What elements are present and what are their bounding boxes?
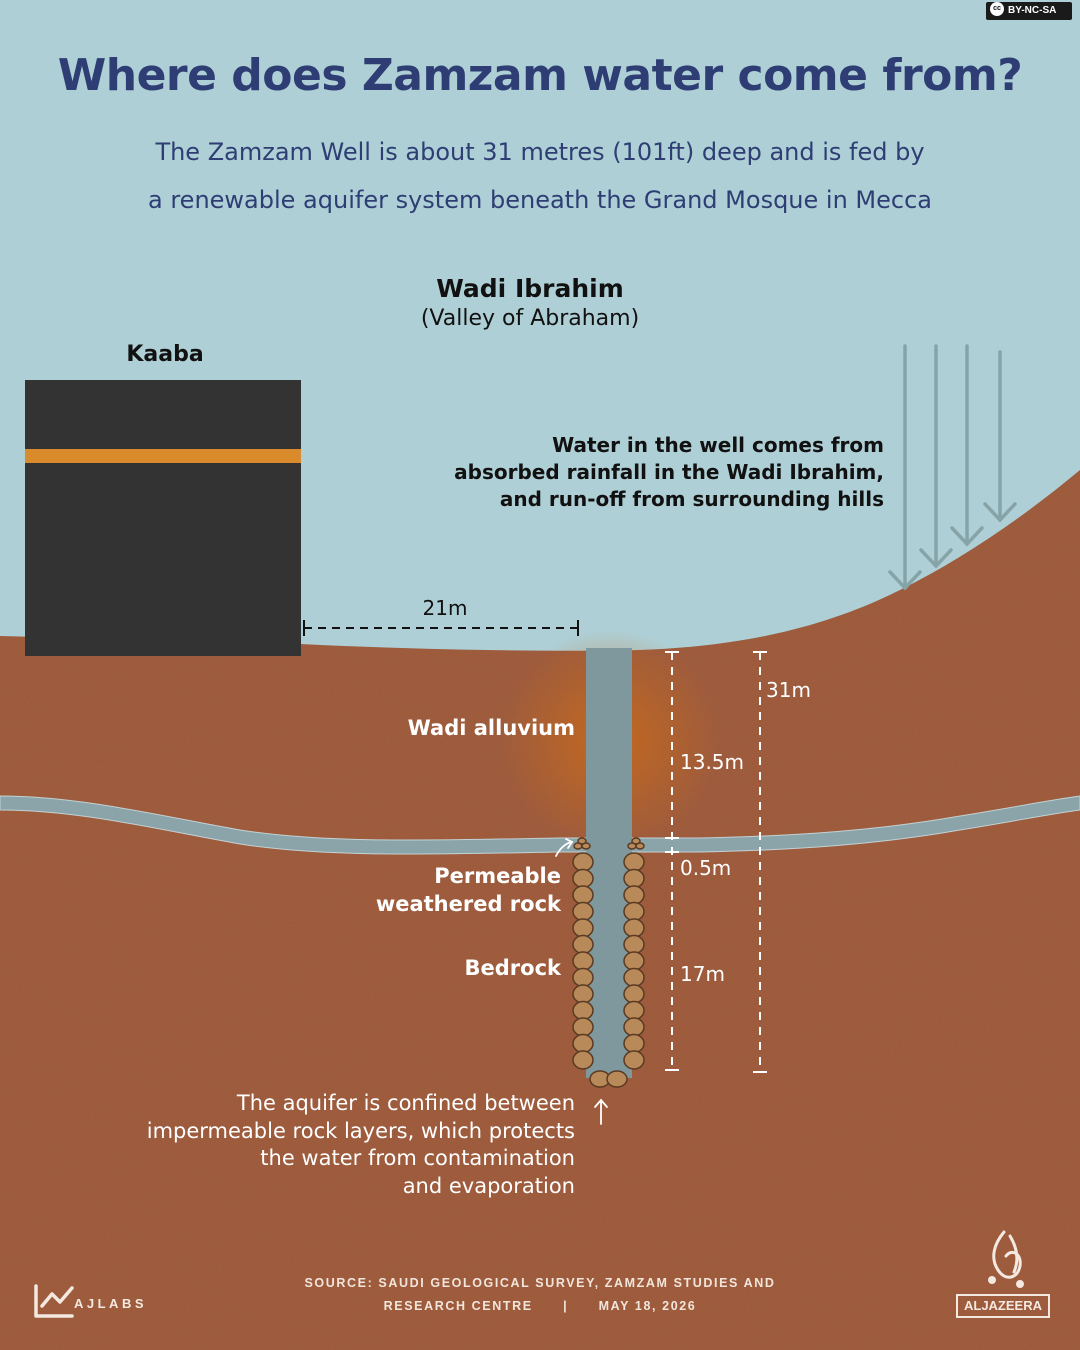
well-stone bbox=[624, 853, 644, 871]
well-stone bbox=[624, 952, 644, 970]
page-subtitle bbox=[60, 128, 1020, 224]
wadi-subtitle: (Valley of Abraham) bbox=[420, 306, 640, 331]
well-stone bbox=[624, 969, 644, 987]
rainfall-note-line-3: and run-off from surrounding hills bbox=[499, 487, 884, 511]
depth-alluvium-label: 13.5m bbox=[680, 750, 745, 774]
well-stone bbox=[632, 838, 640, 844]
well-stone bbox=[573, 919, 593, 937]
aquifer-note-line-1: The aquifer is confined between bbox=[236, 1091, 575, 1115]
well-stone bbox=[573, 870, 593, 888]
page-title: Where does Zamzam water come from? bbox=[57, 50, 1023, 101]
well-stone bbox=[573, 969, 593, 987]
depth-weathered-label: 0.5m bbox=[680, 856, 732, 880]
license-badge bbox=[986, 2, 1072, 20]
aljazeera-wordmark: ALJAZEERA bbox=[956, 1294, 1050, 1318]
well-stone bbox=[573, 1035, 593, 1053]
rainfall-note bbox=[380, 432, 884, 513]
well-stone bbox=[624, 1002, 644, 1020]
source-line-2: RESEARCH CENTRE | MAY 18, 2026 bbox=[383, 1299, 697, 1313]
rainfall-note-line-1: Water in the well comes from bbox=[552, 433, 884, 457]
ajlabs-wordmark: AJLABS bbox=[74, 1296, 148, 1311]
bedrock-label: Bedrock bbox=[464, 956, 561, 980]
well-stone bbox=[607, 1071, 627, 1087]
well-stone bbox=[624, 936, 644, 954]
subtitle-line-2: a renewable aquifer system beneath the Grand Mosque in Mecca bbox=[148, 186, 932, 214]
source-credit bbox=[260, 1272, 820, 1318]
depth-bedrock-label: 17m bbox=[680, 962, 725, 986]
well-stone bbox=[578, 838, 586, 844]
aquifer-note-line-4: and evaporation bbox=[402, 1173, 575, 1198]
distance-dimension bbox=[304, 620, 578, 636]
weathered-rock-line-2: weathered rock bbox=[375, 892, 561, 916]
source-line-1: SOURCE: SAUDI GEOLOGICAL SURVEY, ZAMZAM STUDIES AND bbox=[304, 1276, 776, 1290]
well-stone bbox=[573, 952, 593, 970]
kaaba-band bbox=[25, 449, 301, 463]
well-stone bbox=[573, 1018, 593, 1036]
well-stone bbox=[573, 886, 593, 904]
well-stone bbox=[573, 1002, 593, 1020]
well-stone bbox=[624, 870, 644, 888]
well-stone bbox=[624, 886, 644, 904]
alluvium-label: Wadi alluvium bbox=[407, 716, 575, 740]
license-text: BY-NC-SA bbox=[1008, 5, 1057, 16]
well-stone bbox=[573, 1051, 593, 1069]
well-stone bbox=[573, 853, 593, 871]
well-stone bbox=[624, 1051, 644, 1069]
depth-total-label: 31m bbox=[766, 678, 811, 702]
well-stone bbox=[624, 919, 644, 937]
rainfall-note-line-2: absorbed rainfall in the Wadi Ibrahim, bbox=[454, 460, 884, 484]
aquifer-note-line-3: the water from contamination bbox=[260, 1146, 575, 1170]
distance-label: 21m bbox=[422, 596, 468, 620]
wadi-title: Wadi Ibrahim bbox=[436, 274, 624, 303]
weathered-rock-line-1: Permeable bbox=[434, 864, 561, 888]
cc-icon: cc bbox=[990, 2, 1004, 16]
kaaba-building bbox=[25, 380, 301, 656]
well-stone bbox=[624, 1035, 644, 1053]
well-stone bbox=[624, 985, 644, 1003]
well-stone bbox=[573, 903, 593, 921]
well-stone bbox=[624, 903, 644, 921]
kaaba-label: Kaaba bbox=[126, 342, 204, 367]
aquifer-note bbox=[60, 1090, 575, 1200]
subtitle-line-1: The Zamzam Well is about 31 metres (101ft) deep and is fed by bbox=[155, 138, 925, 166]
weathered-rock-label bbox=[300, 862, 561, 918]
well-stone bbox=[624, 1018, 644, 1036]
well-stone bbox=[573, 936, 593, 954]
well-stone bbox=[573, 985, 593, 1003]
aquifer-note-line-2: impermeable rock layers, which protects bbox=[146, 1118, 575, 1143]
